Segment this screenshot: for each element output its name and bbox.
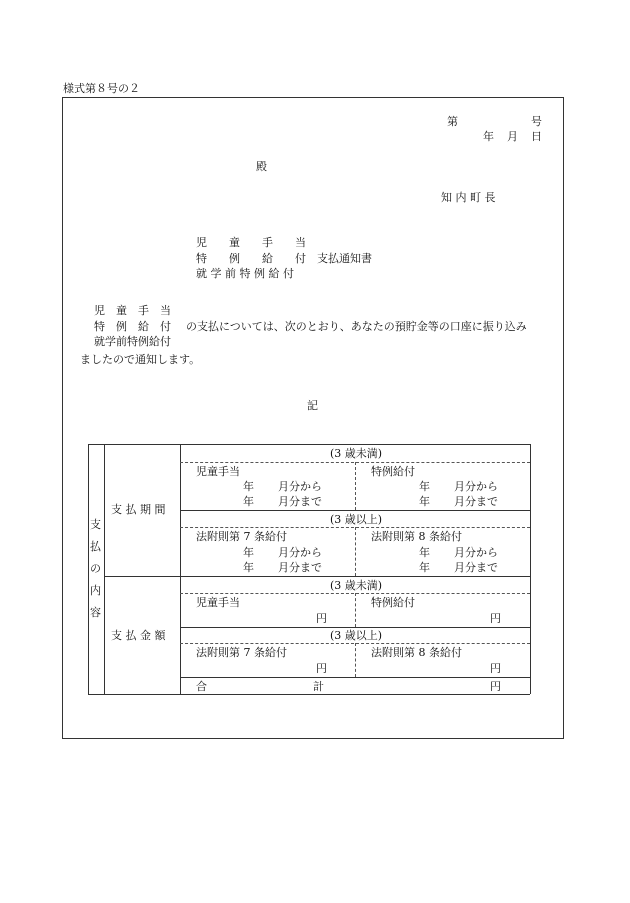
body-stack-1: 児 童 手 当 [94, 304, 171, 317]
ki-heading: 記 [307, 399, 318, 412]
period-from: 月分から [454, 480, 498, 493]
period-year: 年 [243, 546, 254, 559]
title-line-1: 児 童 手 当 [196, 236, 306, 249]
amount-yen: 円 [490, 612, 501, 625]
period-year: 年 [419, 495, 430, 508]
period-tokurei: 特例給付 [371, 465, 415, 478]
period-year: 年 [419, 480, 430, 493]
period-to: 月分まで [454, 561, 498, 574]
amount-jidou: 児童手当 [196, 596, 240, 609]
period-from: 月分から [278, 546, 322, 559]
date-month: 月 [507, 130, 518, 143]
date-day: 日 [531, 130, 542, 143]
title-line-2: 特 例 給 付 [196, 252, 306, 265]
amount-under3: (3 歳未満) [330, 579, 383, 592]
period-from: 月分から [454, 546, 498, 559]
period-to: 月分まで [278, 561, 322, 574]
period-law7: 法附則第 7 条給付 [196, 530, 287, 543]
period-law8: 法附則第 8 条給付 [371, 530, 462, 543]
number-go: 号 [531, 115, 542, 128]
total-yen: 円 [490, 680, 501, 693]
period-from: 月分から [278, 480, 322, 493]
period-jidou: 児童手当 [196, 465, 240, 478]
body-stack-3: 就学前特例給付 [94, 335, 171, 348]
label-char-2: 払 [90, 540, 101, 553]
label-char-1: 支 [90, 518, 101, 531]
period-to: 月分まで [278, 495, 322, 508]
issuer-mayor: 知 内 町 長 [441, 191, 496, 204]
body-stack-2: 特 例 給 付 [94, 320, 171, 333]
body-sentence-2: ましたので通知します。 [80, 353, 201, 366]
title-suffix: 支払通知書 [317, 252, 372, 265]
amount-law7: 法附則第 7 条給付 [196, 646, 287, 659]
label-char-5: 容 [90, 606, 101, 619]
period-year: 年 [243, 495, 254, 508]
period-year: 年 [419, 561, 430, 574]
number-dai: 第 [447, 115, 458, 128]
amount-label: 支 払 金 額 [111, 629, 166, 642]
date-year: 年 [483, 130, 494, 143]
amount-tokurei: 特例給付 [371, 596, 415, 609]
amount-yen: 円 [316, 662, 327, 675]
period-over3: (3 歳以上) [330, 513, 383, 526]
title-line-3: 就 学 前 特 例 給 付 [196, 267, 294, 280]
body-sentence: の支払については、次のとおり、あなたの預貯金等の口座に振り込み [186, 320, 527, 333]
period-year: 年 [419, 546, 430, 559]
total-kei: 計 [313, 680, 324, 693]
period-year: 年 [243, 561, 254, 574]
label-char-4: 内 [90, 584, 101, 597]
amount-law8: 法附則第 8 条給付 [371, 646, 462, 659]
amount-over3: (3 歳以上) [330, 629, 383, 642]
period-year: 年 [243, 480, 254, 493]
amount-yen: 円 [490, 662, 501, 675]
addressee-tono: 殿 [256, 160, 267, 173]
period-to: 月分まで [454, 495, 498, 508]
total-go: 合 [196, 680, 207, 693]
label-char-3: の [90, 562, 101, 575]
period-label: 支 払 期 間 [111, 503, 166, 516]
period-under3: (3 歳未満) [330, 447, 383, 460]
form-number: 様式第８号の２ [63, 82, 140, 95]
amount-yen: 円 [316, 612, 327, 625]
